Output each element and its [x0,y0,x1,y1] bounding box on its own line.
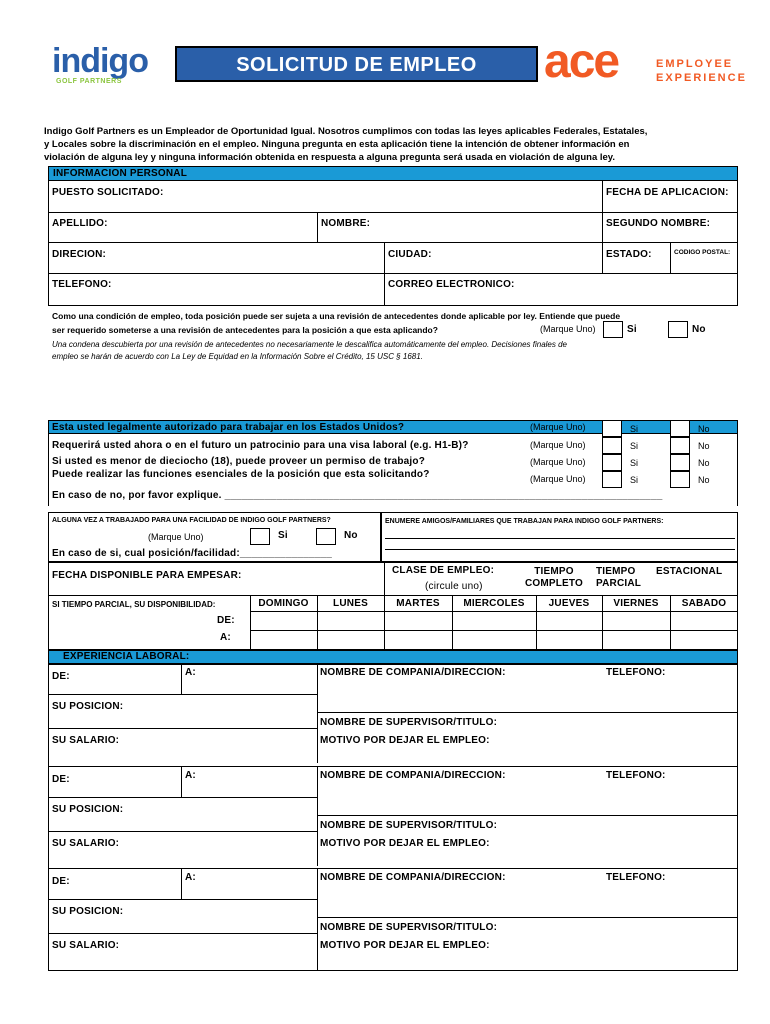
job2-motivo-label: MOTIVO POR DEJAR EL EMPLEO: [320,838,490,849]
availability-a-input[interactable] [251,631,737,649]
job2-company-input[interactable] [320,782,600,814]
circule-uno-label: (circule uno) [425,581,483,592]
day-domingo: DOMINGO [258,598,309,609]
rule [317,815,738,816]
background-marque-uno: (Marque Uno) [540,324,596,334]
q3-no-label: No [698,458,710,468]
puesto-label: PUESTO SOLICITADO: [52,187,164,198]
rule [181,664,182,694]
q2-no-label: No [698,441,710,451]
job1-posicion-input[interactable] [136,696,314,726]
q2-si-label: Si [630,441,639,451]
job2-posicion-label: SU POSICION: [52,804,124,815]
friends-label: ENUMERE AMIGOS/FAMILIARES QUE TRABAJAN PARA INDIGO GOLF PARTNERS: [385,518,664,525]
q3-no-checkbox[interactable] [670,454,690,471]
availability-de-input[interactable] [251,612,737,629]
job1-telefono-input[interactable] [606,679,736,711]
section-bar-personal [48,166,738,181]
job2-supervisor-label: NOMBRE DE SUPERVISOR/TITULO: [320,820,498,831]
background-si-checkbox[interactable] [603,321,623,338]
day-miercoles: MIERCOLES [463,598,525,609]
job1-company-label: NOMBRE DE COMPANIA/DIRECCION: [320,667,506,678]
telefono-label: TELEFONO: [52,279,112,290]
worked-before-no-label: No [344,530,358,541]
day-jueves: JUEVES [548,598,590,609]
telefono-input[interactable] [115,275,382,304]
correo-input[interactable] [530,275,736,304]
q2-no-checkbox[interactable] [670,437,690,454]
job3-posicion-label: SU POSICION: [52,906,124,917]
segundo-nombre-label: SEGUNDO NOMBRE: [606,218,711,229]
tiempo-completo-line1: TIEMPO [534,566,574,577]
background-note-1: Una condena descubierta por una revisión de antecedentes no necesariamente le descalifica automáticamente del empleo. Decisiones finales de [52,340,567,349]
section-bar-experience [48,650,738,664]
indigo-logo-subtext: GOLF PARTNERS [56,78,122,85]
job1-company-input[interactable] [320,679,600,711]
job2-supervisor-input[interactable] [520,817,736,831]
day-viernes: VIERNES [613,598,659,609]
q4-no-checkbox[interactable] [670,471,690,488]
background-text-1: Como una condición de empleo, toda posición puede ser sujeta a una revisión de antecedentes donde aplicable por ley. Entiende que puede [52,311,621,321]
tiempo-completo-line2: COMPLETO [524,578,584,589]
job2-telefono-label: TELEFONO: [606,770,666,781]
rule [602,242,603,273]
job1-de-label: DE: [52,671,70,682]
apellido-label: APELLIDO: [52,218,108,229]
job1-supervisor-label: NOMBRE DE SUPERVISOR/TITULO: [320,717,498,728]
rule [384,242,385,306]
question-2: Requerirá usted ahora o en el futuro un patrocinio para una visa laboral (e.g. H1-B)? [52,440,469,451]
worked-before-position: En caso de si, cual posición/facilidad:________________ [52,548,333,559]
q1-si-label: Si [630,424,639,434]
job2-a-input[interactable] [198,769,314,795]
worked-before-no-checkbox[interactable] [316,528,336,545]
rule [181,869,182,899]
rule [670,242,671,273]
job3-motivo-label: MOTIVO POR DEJAR EL EMPLEO: [320,940,490,951]
estado-label: ESTADO: [606,249,652,260]
availability-a-label: A: [220,632,231,643]
day-martes: MARTES [396,598,440,609]
job3-supervisor-label: NOMBRE DE SUPERVISOR/TITULO: [320,922,498,933]
day-lunes: LUNES [333,598,368,609]
background-text-2: ser requerido someterse a una revisión de antecedentes para la posición a que esta aplicando? [52,325,438,335]
rule [48,595,738,596]
rule [317,212,318,242]
job1-motivo-input[interactable] [506,730,736,760]
fecha-aplicacion-input[interactable] [604,199,736,211]
explain-line: En caso de no, por favor explique. ____________________________________________________________________________ [52,490,663,501]
direccion-input[interactable] [115,244,382,271]
background-note-2: empleo se harán de acuerdo con La Ley de Equidad en la Información Sobre el Crédito, 15 USC § 1681. [52,352,423,361]
job1-a-input[interactable] [198,666,314,692]
puesto-input[interactable] [170,182,600,210]
rule [317,767,318,866]
friends-input[interactable] [385,528,735,558]
question-3: Si usted es menor de dieciocho (18), puede proveer un permiso de trabajo? [52,456,426,467]
rule [48,728,317,729]
q4-si-label: Si [630,475,639,485]
background-no-label: No [692,324,706,335]
job2-posicion-input[interactable] [136,799,314,829]
rule [317,712,738,713]
ace-logo-line1: EMPLOYEE [656,58,734,70]
worked-before-question: ALGUNA VEZ A TRABAJADO PARA UNA FACILIDAD DE INDIGO GOLF PARTNERS? [52,517,331,524]
job3-company-label: NOMBRE DE COMPANIA/DIRECCION: [320,872,506,883]
rule [48,899,317,900]
parcial-disponibilidad-label: SI TIEMPO PARCIAL, SU DISPONIBILIDAD: [52,600,216,609]
rule [48,868,738,869]
day-sabado: SABADO [681,598,727,609]
job3-telefono-label: TELEFONO: [606,872,666,883]
job2-motivo-input[interactable] [506,833,736,863]
nombre-label: NOMBRE: [321,218,371,229]
worked-before-marque: (Marque Uno) [148,532,204,542]
intro-text [44,125,744,164]
job2-a-label: A: [185,770,196,781]
job1-telefono-label: TELEFONO: [606,667,666,678]
rule [48,933,317,934]
availability-de-label: DE: [217,615,235,626]
q1-si-checkbox[interactable] [602,420,622,437]
job2-company-label: NOMBRE DE COMPANIA/DIRECCION: [320,770,506,781]
question-4: Puede realizar las funciones esenciales de la posición que esta solicitando? [52,469,430,480]
rule [602,180,603,242]
job1-salario-input[interactable] [130,730,314,760]
rule [317,917,738,918]
rule [48,797,317,798]
section-title-personal: INFORMACION PERSONAL [53,168,187,179]
rule [48,831,317,832]
rule [48,273,738,274]
rule [317,869,318,971]
marque-uno-q3: (Marque Uno) [530,457,586,467]
ciudad-label: CIUDAD: [388,249,432,260]
question-1: Esta usted legalmente autorizado para trabajar en los Estados Unidos? [52,422,405,433]
job3-supervisor-input[interactable] [520,919,736,933]
job1-salario-label: SU SALARIO: [52,735,120,746]
fecha-disponible-input[interactable] [262,565,380,592]
ace-logo [544,35,747,88]
marque-uno-q2: (Marque Uno) [530,440,586,450]
job1-supervisor-input[interactable] [520,714,736,728]
form-title-box [175,46,538,82]
apellido-input[interactable] [115,214,315,240]
indigo-logo [52,44,164,90]
q2-si-checkbox[interactable] [602,437,622,454]
clase-empleo-label: CLASE DE EMPLEO: [392,565,495,576]
estacional-option[interactable]: ESTACIONAL [656,566,723,577]
rule [181,767,182,797]
job1-de-input[interactable] [72,666,178,692]
job1-posicion-label: SU POSICION: [52,701,124,712]
ace-logo-text: ace [544,35,619,88]
job3-company-input[interactable] [320,884,600,916]
q1-no-label: No [698,424,710,434]
job2-salario-input[interactable] [130,833,314,863]
fecha-disponible-label: FECHA DISPONIBLE PARA EMPESAR: [52,570,242,581]
job3-de-input[interactable] [72,871,178,897]
q3-si-checkbox[interactable] [602,454,622,471]
job2-de-label: DE: [52,774,70,785]
job3-de-label: DE: [52,876,70,887]
rule [317,664,318,763]
correo-label: CORREO ELECTRONICO: [388,279,515,290]
tiempo-completo-option[interactable] [520,566,588,590]
rule [48,694,317,695]
job3-a-input[interactable] [198,871,314,897]
indigo-logo-text: indigo [52,42,148,80]
tiempo-parcial-line2: PARCIAL [596,578,642,589]
direccion-label: DIRECION: [52,249,107,260]
job3-motivo-input[interactable] [506,935,736,965]
job1-motivo-label: MOTIVO POR DEJAR EL EMPLEO: [320,735,490,746]
rule [48,242,738,243]
job2-salario-label: SU SALARIO: [52,838,120,849]
explain-input[interactable] [245,488,735,502]
q4-no-label: No [698,475,710,485]
background-si-label: Si [627,324,637,335]
codigo-postal-input[interactable] [672,258,736,271]
background-no-checkbox[interactable] [668,321,688,338]
worked-before-si-checkbox[interactable] [250,528,270,545]
rule [48,766,738,767]
marque-uno-q1: (Marque Uno) [530,422,586,432]
marque-uno-q4: (Marque Uno) [530,474,586,484]
estado-input[interactable] [656,244,668,271]
nombre-input[interactable] [376,214,600,240]
fecha-aplicacion-label: FECHA DE APLICACION: [606,187,729,198]
job3-salario-label: SU SALARIO: [52,940,120,951]
job1-a-label: A: [185,667,196,678]
job2-telefono-input[interactable] [606,782,736,814]
q4-si-checkbox[interactable] [602,471,622,488]
job3-a-label: A: [185,872,196,883]
intro-line-3: violación de alguna ley y ninguna información obtenida en respuesta a alguna pregunta será usada en violación de alguna ley. [44,152,616,163]
job3-salario-input[interactable] [130,935,314,965]
worked-before-si-label: Si [278,530,288,541]
rule [48,212,738,213]
q3-si-label: Si [630,458,639,468]
ciudad-input[interactable] [440,244,600,271]
q1-no-checkbox[interactable] [670,420,690,437]
job2-de-input[interactable] [72,769,178,795]
job3-posicion-input[interactable] [136,901,314,931]
intro-line-1: Indigo Golf Partners es un Empleador de Oportunidad Igual. Nosotros cumplimos con todas las leyes aplicables Federales, Estatales, [44,126,648,137]
form-title: SOLICITUD DE EMPLEO [236,54,477,76]
job3-telefono-input[interactable] [606,884,736,916]
ace-logo-line2: EXPERIENCE [656,72,747,84]
rule [384,562,385,595]
intro-line-2: y Locales sobre la discriminación en el empleo. Ninguna pregunta en esta aplicación tiene la intención de obtener información en [44,139,630,150]
segundo-nombre-input[interactable] [604,230,736,240]
codigo-postal-label: CODIGO POSTAL: [674,249,731,256]
tiempo-parcial-line1: TIEMPO [596,566,636,577]
section-title-experience: EXPERIENCIA LABORAL: [63,651,190,662]
tiempo-parcial-option[interactable] [596,566,648,590]
